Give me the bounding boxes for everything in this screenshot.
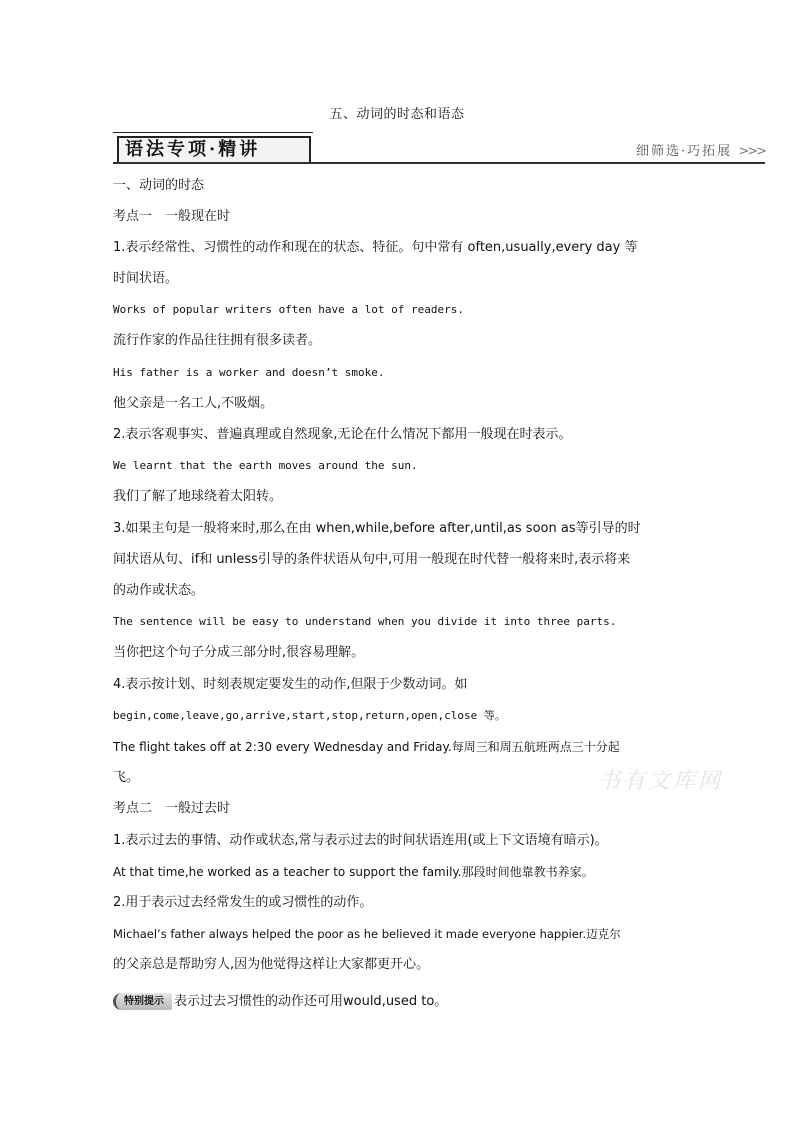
example-english: The sentence will be easy to understand when you divide it into three parts.	[113, 615, 617, 628]
page-title: 五、动词的时态和语态	[329, 107, 465, 122]
tip-line	[113, 993, 713, 1011]
paragraph: 2.表示客观事实、普遍真理或自然现象,无论在什么情况下都用一般现在时表示。	[113, 427, 572, 442]
banner-divider	[113, 162, 765, 164]
kaodian-heading-2: 考点二 一般过去时	[113, 801, 231, 816]
example-chinese: 我们了解了地球绕着太阳转。	[113, 489, 283, 504]
section-heading: 一、动词的时态	[113, 178, 205, 193]
watermark: 书有文库网	[598, 769, 724, 794]
section-banner	[113, 134, 765, 164]
paragraph: 1.表示过去的事情、动作或状态,常与表示过去的时间状语连用(或上下文语境有暗示)。	[113, 833, 608, 848]
example-english: His father is a worker and doesn’t smoke.	[113, 366, 385, 379]
paragraph: 的动作或状态。	[113, 583, 205, 598]
banner-label: 语法专项·精讲	[117, 136, 311, 164]
kaodian-heading-1: 考点一 一般现在时	[113, 209, 231, 224]
example-english: Works of popular writers often have a lot of readers.	[113, 303, 464, 316]
paragraph: 时间状语。	[113, 271, 179, 286]
example-mixed: At that time,he worked as a teacher to support the family.那段时间他靠教书养家。	[113, 865, 594, 879]
tip-text: 表示过去习惯性的动作还可用would,used to。	[174, 994, 448, 1009]
paragraph: 间状语从句、if和 unless引导的条件状语从句中,可用一般现在时代替一般将来时,表示将来	[113, 552, 631, 567]
paragraph: 2.用于表示过去经常发生的或习惯性的动作。	[113, 895, 373, 910]
example-mixed: The flight takes off at 2:30 every Wednesday and Friday.每周三和周五航班两点三十分起	[113, 740, 620, 754]
banner-subtitle-text: 细筛选·巧拓展	[636, 144, 733, 159]
paragraph: 3.如果主句是一般将来时,那么在由 when,while,before after,until,as soon as等引导的时	[113, 521, 641, 536]
verb-list: begin,come,leave,go,arrive,start,stop,return,open,close 等。	[113, 709, 506, 722]
paragraph: 1.表示经常性、习惯性的动作和现在的状态、特征。句中常有 often,usually,every day 等	[113, 240, 638, 255]
paragraph: 4.表示按计划、时刻表规定要发生的动作,但限于少数动词。如	[113, 677, 468, 692]
example-chinese: 他父亲是一名工人,不吸烟。	[113, 396, 274, 411]
example-chinese: 的父亲总是帮助穷人,因为他觉得这样让大家都更开心。	[113, 957, 430, 972]
example-chinese: 当你把这个句子分成三部分时,很容易理解。	[113, 645, 365, 660]
tip-badge: 特别提示	[113, 993, 172, 1010]
banner-subtitle	[636, 140, 765, 159]
example-mixed: Michael’s father always helped the poor as he believed it made everyone happier.迈克尔	[113, 927, 621, 941]
chevron-right-icon: >>>	[738, 144, 765, 159]
example-chinese: 流行作家的作品往往拥有很多读者。	[113, 333, 322, 348]
example-english: We learnt that the earth moves around the sun.	[113, 459, 418, 472]
example-mixed: 飞。	[113, 770, 140, 785]
